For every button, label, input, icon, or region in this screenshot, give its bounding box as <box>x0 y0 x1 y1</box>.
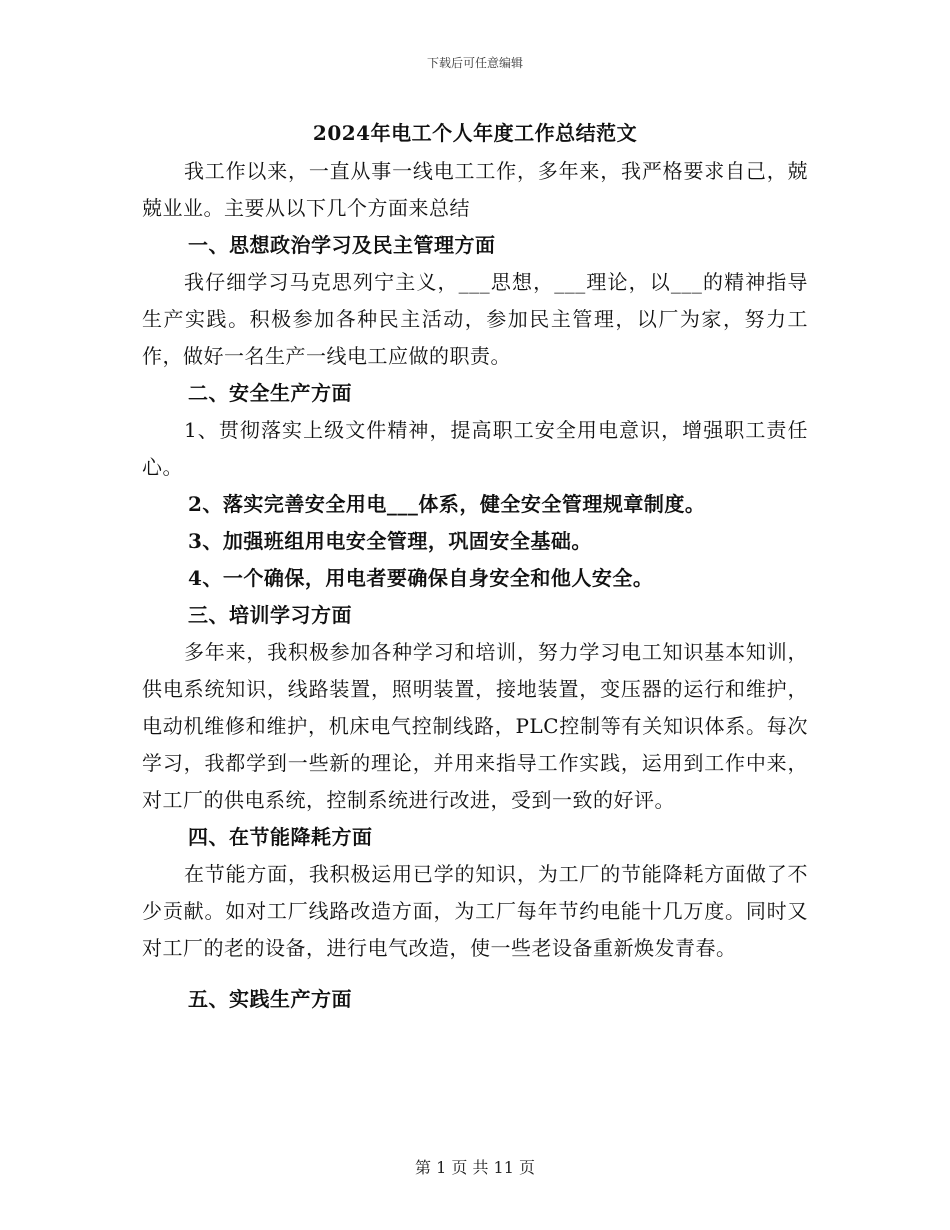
section2-item-3: 3、加强班组用电安全管理，巩固安全基础。 <box>188 529 592 553</box>
header-note: 下载后可任意编辑 <box>426 56 523 70</box>
section2-item-1: 1、贯彻落实上级文件精神，提高职工安全用电意识，增强职工责任心。 <box>142 418 808 479</box>
section-heading-1: 一、思想政治学习及民主管理方面 <box>188 233 496 257</box>
page-number: 第 1 页 共 11 页 <box>415 1158 535 1177</box>
section-paragraph-4: 在节能方面，我积极运用已学的知识，为工厂的节能降耗方面做了不少贡献。如对工厂线路改造方面，为工厂每年节约电能十几万度。同时又对工厂的老的设备，进行电气改造，使一些老设备重新焕发青春。 <box>142 862 808 960</box>
section2-item-2: 2、落实完善安全用电___体系，健全安全管理规章制度。 <box>188 492 706 516</box>
document-body <box>142 115 808 1018</box>
paragraph-gap <box>142 967 808 981</box>
section-paragraph-3: 多年来，我积极参加各种学习和培训，努力学习电工知识基本知训，供电系统知识，线路装置，照明装置，接地装置，变压器的运行和维护，电动机维修和维护，机床电气控制线路，PLC控制等有关知识体系。每次学习，我都学到一些新的理论，并用来指导工作实践，运用到工作中来，对工厂的供电系统，控制系统进行改进，受到一致的好评。 <box>142 640 808 812</box>
section-heading-5: 五、实践生产方面 <box>188 987 352 1011</box>
section-heading-4: 四、在节能降耗方面 <box>188 825 373 849</box>
section2-item-4: 4、一个确保，用电者要确保自身安全和他人安全。 <box>188 566 654 590</box>
section-heading-3: 三、培训学习方面 <box>188 603 352 627</box>
section-paragraph-1: 我仔细学习马克思列宁主义，___思想，___理论，以___的精神指导生产实践。积极参加各种民主活动，参加民主管理，以厂为家，努力工作，做好一名生产一线电工应做的职责。 <box>142 270 808 368</box>
intro-paragraph: 我工作以来，一直从事一线电工工作，多年来，我严格要求自己，兢兢业业。主要从以下几个方面来总结 <box>142 159 808 220</box>
section-heading-2: 二、安全生产方面 <box>188 381 352 405</box>
document-title: 2024年电工个人年度工作总结范文 <box>312 121 638 145</box>
